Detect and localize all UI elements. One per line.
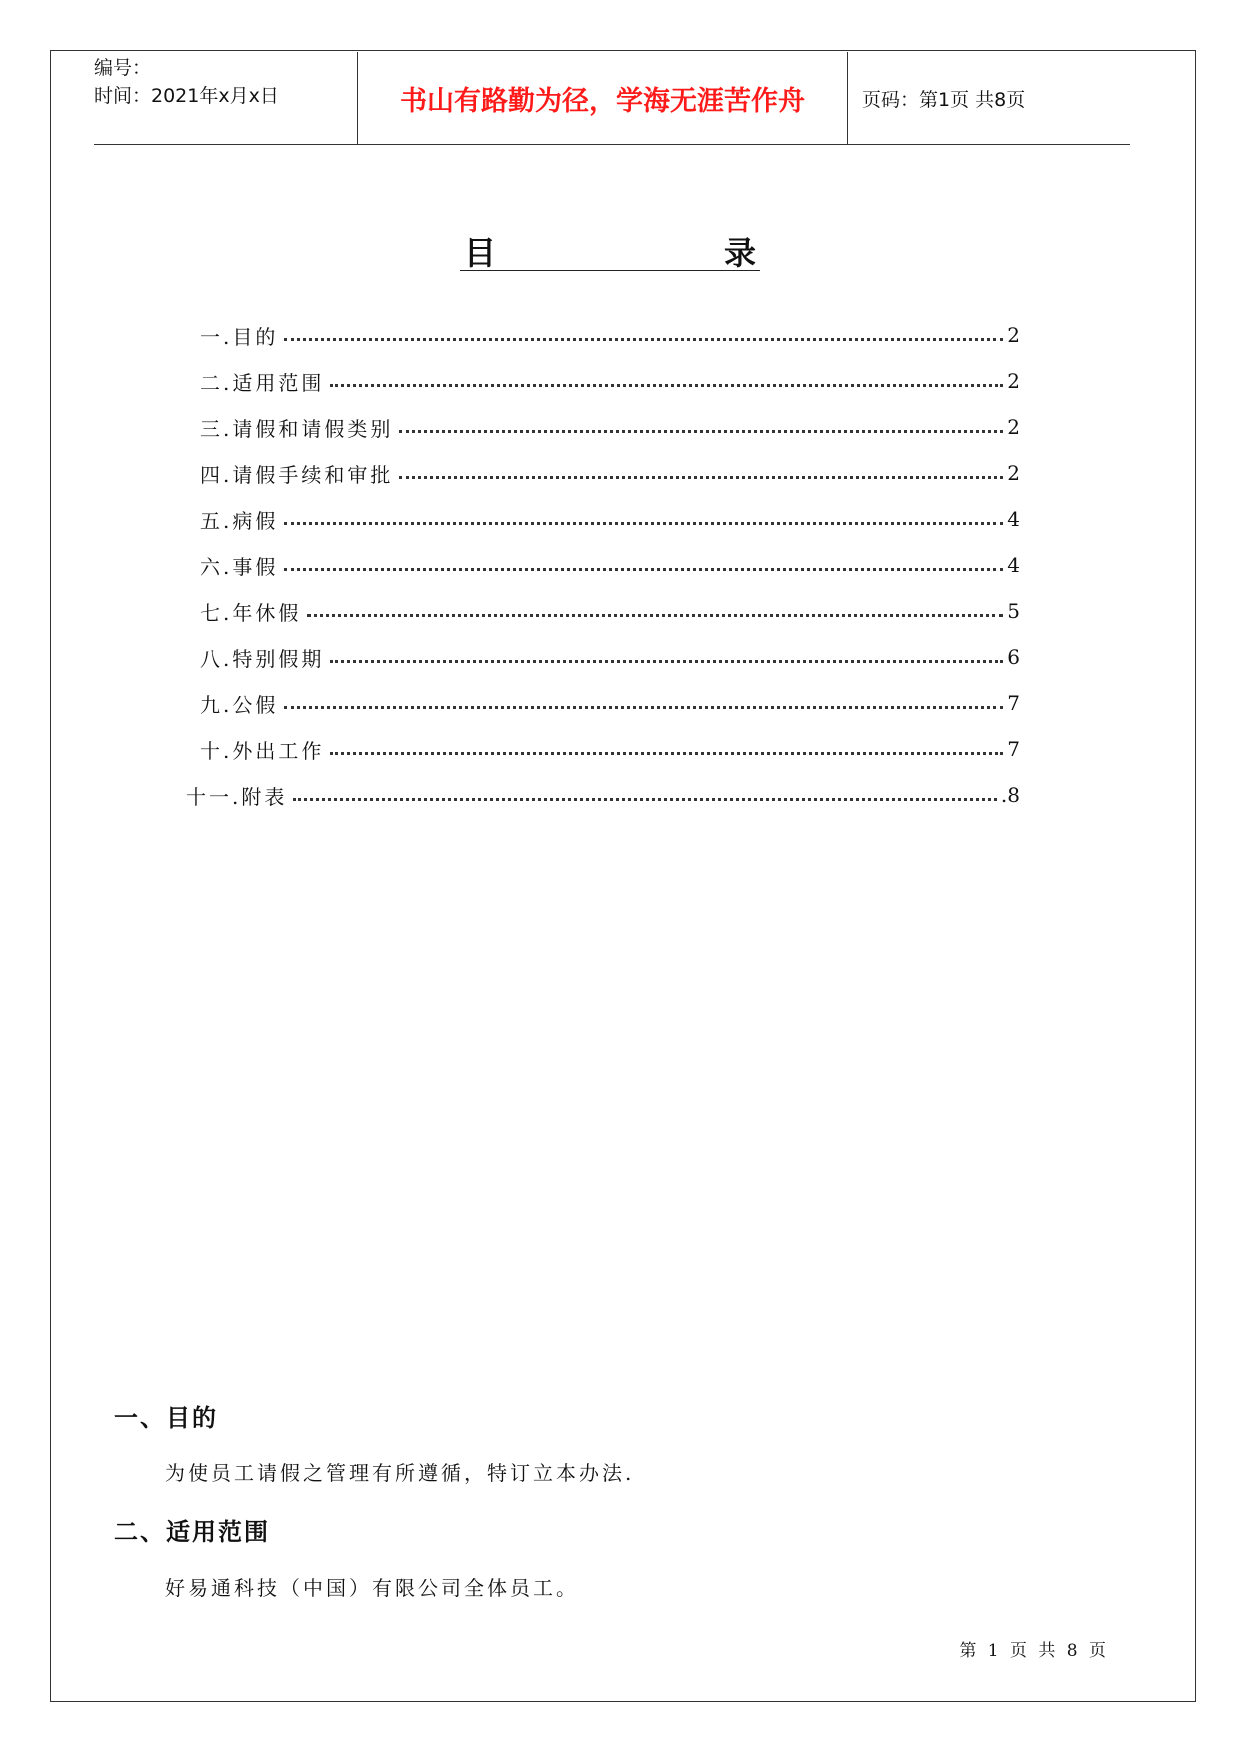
toc-entry-label: 四.请假手续和审批 xyxy=(200,462,394,487)
toc-entry[interactable] xyxy=(200,542,1020,588)
toc-dot-leader xyxy=(293,798,997,801)
document-date: 时间：2021年x月x日 xyxy=(94,85,279,107)
toc-entry[interactable] xyxy=(186,772,1020,818)
toc-entry-label: 一.目的 xyxy=(200,324,279,349)
toc-dot-leader xyxy=(284,568,1003,571)
toc-dot-leader xyxy=(307,614,1003,617)
table-of-contents xyxy=(186,312,1020,818)
toc-entry-label: 三.请假和请假类别 xyxy=(200,416,394,441)
toc-dot-leader xyxy=(284,706,1003,709)
page-frame xyxy=(50,50,1196,1702)
toc-entry-page: 5 xyxy=(1007,599,1020,623)
toc-title-char-1: 目 xyxy=(464,234,497,272)
header-motto: 书山有路勤为径，学海无涯苦作舟 xyxy=(358,52,848,144)
toc-entry-page: .8 xyxy=(1000,783,1020,807)
toc-entry-page: 4 xyxy=(1007,553,1020,577)
toc-entry[interactable] xyxy=(200,450,1020,496)
document-number: 编号： xyxy=(94,57,152,79)
toc-dot-leader xyxy=(399,430,1003,433)
toc-entry-label: 十一.附表 xyxy=(186,784,288,809)
toc-entry-label: 五.病假 xyxy=(200,508,279,533)
toc-entry[interactable] xyxy=(200,496,1020,542)
toc-entry[interactable] xyxy=(200,680,1020,726)
toc-entry-page: 2 xyxy=(1007,461,1020,485)
toc-dot-leader xyxy=(330,660,1003,663)
toc-entry-label: 九.公假 xyxy=(200,692,279,717)
toc-entry[interactable] xyxy=(200,404,1020,450)
toc-entry[interactable] xyxy=(200,358,1020,404)
toc-title xyxy=(460,228,760,271)
toc-entry-page: 6 xyxy=(1007,645,1020,669)
page-footer: 第 1 页 共 8 页 xyxy=(959,1641,1109,1661)
toc-entry[interactable] xyxy=(200,726,1020,772)
toc-entry-page: 2 xyxy=(1007,415,1020,439)
toc-entry-label: 十.外出工作 xyxy=(200,738,325,763)
toc-entry-page: 4 xyxy=(1007,507,1020,531)
toc-dot-leader xyxy=(399,476,1003,479)
toc-entry-page: 2 xyxy=(1007,323,1020,347)
toc-dot-leader xyxy=(284,522,1003,525)
toc-entry-label: 八.特别假期 xyxy=(200,646,325,671)
toc-entry-label: 七.年休假 xyxy=(200,600,302,625)
section-text-purpose: 为使员工请假之管理有所遵循，特订立本办法. xyxy=(165,1461,635,1485)
toc-dot-leader xyxy=(284,338,1003,341)
header-page-info: 页码：第1页 共8页 xyxy=(862,88,1026,111)
toc-entry-page: 7 xyxy=(1007,737,1020,761)
section-heading-scope: 二、适用范围 xyxy=(114,1518,270,1546)
header-meta xyxy=(94,52,358,144)
toc-entry-page: 7 xyxy=(1007,691,1020,715)
toc-title-char-2: 录 xyxy=(723,234,756,272)
toc-dot-leader xyxy=(330,384,1003,387)
toc-entry-page: 2 xyxy=(1007,369,1020,393)
document-header xyxy=(94,52,1130,145)
toc-entry[interactable] xyxy=(200,588,1020,634)
section-text-scope: 好易通科技（中国）有限公司全体员工。 xyxy=(165,1576,579,1600)
toc-entry-label: 六.事假 xyxy=(200,554,279,579)
toc-entry-label: 二.适用范围 xyxy=(200,370,325,395)
toc-entry[interactable] xyxy=(200,312,1020,358)
toc-dot-leader xyxy=(330,752,1003,755)
toc-entry[interactable] xyxy=(200,634,1020,680)
section-heading-purpose: 一、目的 xyxy=(114,1404,218,1432)
